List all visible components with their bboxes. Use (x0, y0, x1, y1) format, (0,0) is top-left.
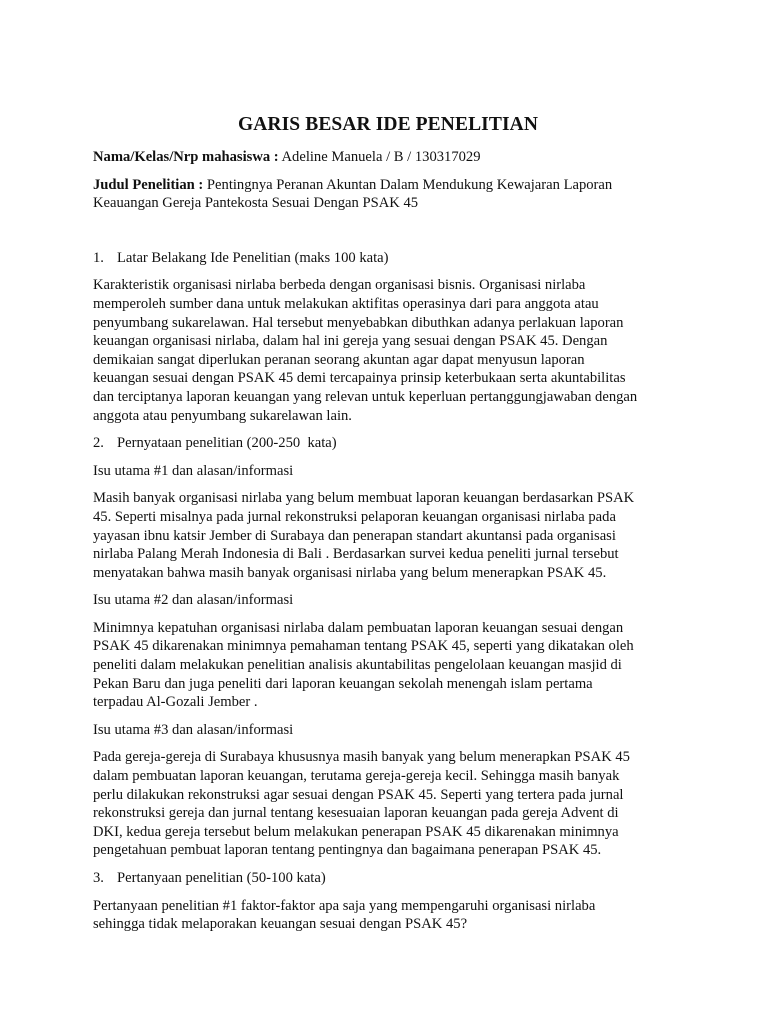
paragraph-line: dalam pembuatan laporan keuangan, terutama gereja-gereja kecil. Sehingga masih banyak (93, 768, 620, 785)
section-heading-text: Pernyataan penelitian (200-250 kata) (117, 435, 337, 452)
section-number: 2. (93, 435, 104, 452)
paragraph-line: perlu dilakukan rekonstruksi agar sesuai dengan PSAK 45. Seperti yang tertera pada jurnal (93, 786, 624, 803)
paragraph-line: demikaian sangat diperlukan peranan seorang akuntan agar dapat menyusun laporan (93, 351, 585, 368)
paragraph-line: dan terciptanya laporan keuangan yang relevan untuk keperluan pertanggungjawaban dengan (93, 388, 638, 405)
paragraph-line: keuangan organisasi nirlaba, dalam hal ini gereja yang sesuai dengan PSAK 45. Dengan (93, 333, 608, 350)
section-heading-2 (93, 434, 683, 453)
research-title-line: Keauangan Gereja Pantekosta Sesuai Dengan PSAK 45 (93, 195, 419, 212)
research-title (93, 176, 683, 213)
paragraph-line: PSAK 45 dikarenakan minimnya pemahaman tentang PSAK 45, seperti yang dikatakan oleh (93, 638, 634, 655)
paragraph-line: peneliti dalam melakukan penelitian analisis akuntabilitas pengelolaan keuangan masjid di (93, 657, 622, 674)
section-heading-1 (93, 249, 683, 268)
issue-1-label: Isu utama #1 dan alasan/informasi (93, 462, 294, 479)
paragraph-line: rekonstruksi gereja dan jurnal tentang kesesuaian laporan keuangan pada gereja Advent di (93, 805, 619, 822)
paragraph-line: Pertanyaan penelitian #1 faktor-faktor apa saja yang mempengaruhi organisasi nirlaba (93, 897, 596, 914)
paragraph-line: terpadau Al-Gozali Jember . (93, 694, 258, 711)
paragraph-line: Masih banyak organisasi nirlaba yang belum membuat laporan keuangan berdasarkan PSAK (93, 490, 635, 507)
issue-3-paragraph (93, 748, 683, 860)
section-heading-text: Pertanyaan penelitian (50-100 kata) (117, 870, 326, 886)
paragraph-line: memperoleh sumber dana untuk melakukan aktifitas operasinya dari para anggota atau (93, 295, 599, 312)
paragraph-line: sehingga tidak melaporakan keuangan sesuai dengan PSAK 45? (93, 916, 468, 933)
section-heading-text: Latar Belakang Ide Penelitian (maks 100 kata) (117, 249, 389, 266)
issue-3-label: Isu utama #3 dan alasan/informasi (93, 721, 294, 738)
student-info-value: Adeline Manuela / B / 130317029 (278, 149, 481, 165)
issue-1-paragraph (93, 489, 683, 582)
background-paragraph (93, 276, 683, 425)
research-title-line: Pentingnya Peranan Akuntan Dalam Mendukung Kewajaran Laporan (203, 176, 613, 193)
document-body (93, 113, 683, 943)
paragraph-line: DKI, kedua gereja tersebut belum melakukan penerapan PSAK 45 dikarenakan minimnya (93, 823, 619, 840)
paragraph-line: Minimnya kepatuhan organisasi nirlaba dalam pembuatan laporan keuangan sesuai dengan (93, 619, 624, 636)
paragraph-line: Pekan Baru dan juga peneliti dari laporan keuangan sekolah menengah islam pertama (93, 675, 593, 692)
document-title: GARIS BESAR IDE PENELITIAN (237, 114, 539, 135)
paragraph-line: pengetahuan pembuat laporan tentang pentingnya dan bagaimana penerapan PSAK 45. (93, 842, 602, 859)
paragraph-line: Karakteristik organisasi nirlaba berbeda dengan organisasi bisnis. Organisasi nirlaba (93, 277, 586, 294)
issue-2-label: Isu utama #2 dan alasan/informasi (93, 592, 294, 609)
paragraph-line: nirlaba Palang Merah Indonesia di Bali . Berdasarkan survei kedua peneliti jurnal tersebut (93, 546, 619, 563)
research-title-label: Judul Penelitian : (93, 176, 204, 193)
paragraph-line: keuangan sesuai dengan PSAK 45 demi tercapainya prinsip keterbukaan serta akuntabilitas (93, 370, 626, 387)
paragraph-line: Pada gereja-gereja di Surabaya khususnya masih banyak yang belum menerapkan PSAK 45 (93, 749, 630, 766)
student-info (93, 148, 683, 167)
research-question-1 (93, 897, 683, 934)
paragraph-line: penyumbang sukarelawan. Hal tersebut menyebabkan dibuthkan adanya perlakuan laporan (93, 314, 624, 331)
section-heading-3 (93, 869, 683, 888)
paragraph-line: yayasan ibnu katsir Jember di Surabaya dan penerapan standart akuntansi pada organisasi (93, 527, 616, 544)
paragraph-line: anggota atau penyumbang sukarelawan lain. (93, 407, 352, 424)
paragraph-line: 45. Seperti misalnya pada jurnal rekonstruksi pelaporan keuangan organisasi nirlaba pada (93, 508, 616, 525)
paragraph-line: menyatakan bahwa masih banyak organisasi nirlaba yang belum menerapkan PSAK 45. (93, 564, 607, 581)
student-info-label: Nama/Kelas/Nrp mahasiswa : (93, 149, 279, 165)
section-number: 1. (93, 249, 104, 266)
section-number: 3. (93, 870, 104, 886)
issue-2-paragraph (93, 619, 683, 712)
